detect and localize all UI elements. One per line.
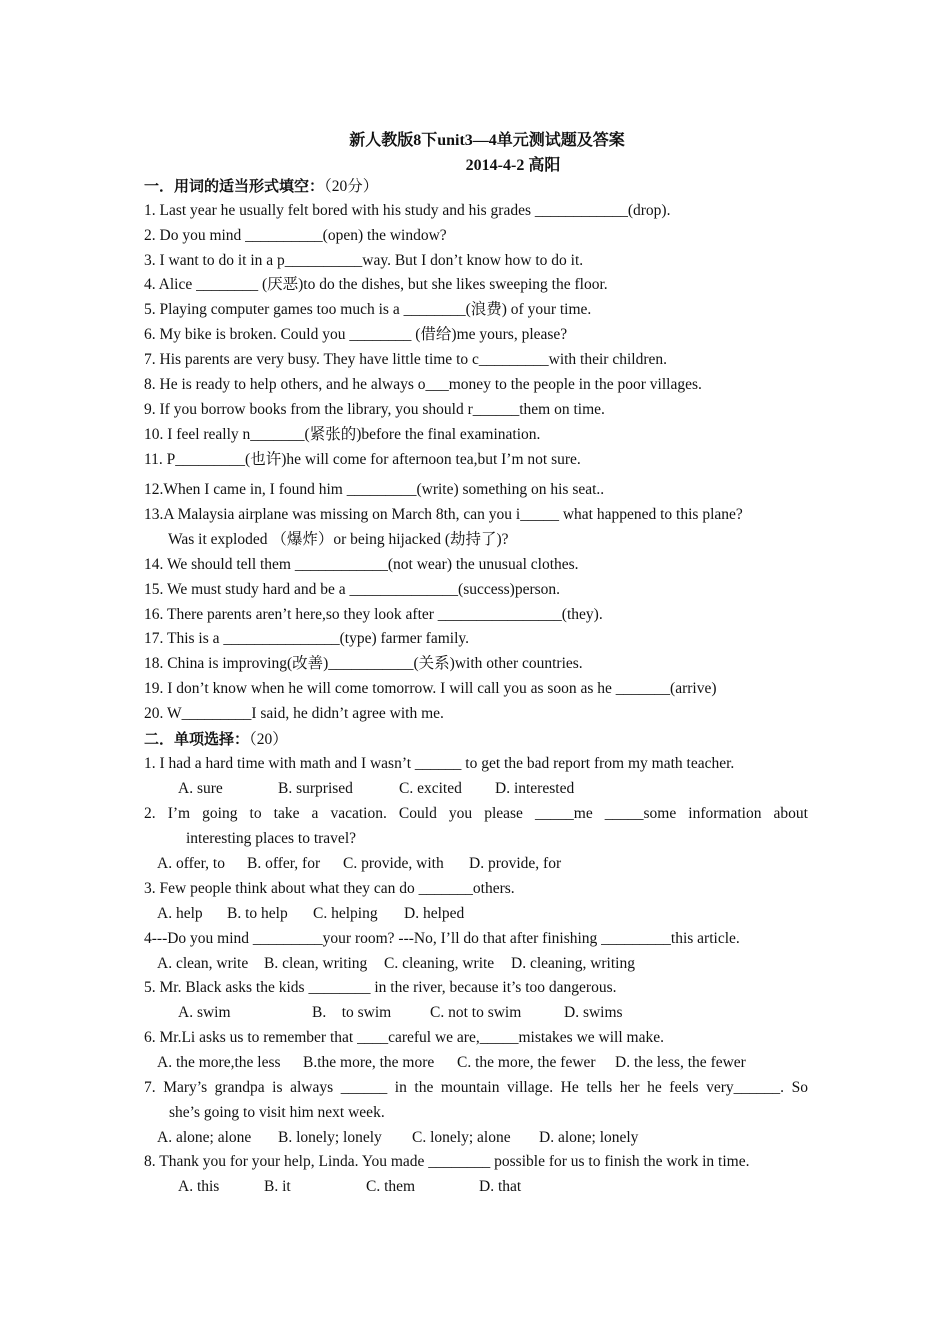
document-title: 新人教版8下unit3—4单元测试题及答案	[349, 132, 625, 149]
option-b: B.the more, the more	[303, 1054, 435, 1071]
mc-question: 5. Mr. Black asks the kids ________ in the river, because it’s too dangerous.	[144, 979, 617, 996]
question-item: 14. We should tell them ____________(not wear) the unusual clothes.	[144, 556, 579, 573]
option-a: A. sure	[178, 780, 223, 797]
question-item: 13.A Malaysia airplane was missing on March 8th, can you i_____ what happened to this plane?	[144, 506, 743, 523]
question-item: 17. This is a _______________(type) farmer family.	[144, 630, 470, 647]
option-a: A. swim	[178, 1004, 231, 1021]
option-d: D. swims	[564, 1004, 623, 1021]
mc-options	[157, 952, 821, 977]
section2-heading	[144, 727, 808, 753]
question-item: 8. He is ready to help others, and he always o___money to the people in the poor villages.	[144, 376, 702, 393]
mc-options	[178, 777, 842, 802]
section2-heading-text: 二．单项选择：	[144, 730, 250, 748]
option-d: D. the less, the fewer	[615, 1054, 746, 1071]
question-item: 16. There parents aren’t here,so they look after ________________(they).	[144, 606, 603, 623]
mc-question: 6. Mr.Li asks us to remember that ____careful we are,_____mistakes we will make.	[144, 1029, 664, 1046]
question-item: 4. Alice ________ (厌恶)to do the dishes, but she likes sweeping the floor.	[144, 276, 608, 293]
mc-options	[178, 1001, 842, 1026]
option-a: A. offer, to	[157, 855, 225, 872]
mc-question-continuation: she’s going to visit him next week.	[169, 1104, 385, 1121]
option-d: D. interested	[495, 780, 575, 797]
option-b: B. it	[264, 1178, 291, 1195]
option-c: C. helping	[313, 905, 378, 922]
section1-heading-text: 一．用词的适当形式填空：	[144, 177, 325, 195]
option-d: D. alone; lonely	[539, 1129, 639, 1146]
question-item: 18. China is improving(改善)___________(关系)with other countries.	[144, 655, 583, 672]
mc-options	[157, 1051, 821, 1076]
section2-points: （20）	[249, 731, 288, 748]
mc-options	[178, 1175, 842, 1200]
option-c: C. excited	[399, 780, 462, 797]
option-b: B. surprised	[278, 780, 353, 797]
mc-question: 3. Few people think about what they can do _______others.	[144, 880, 515, 897]
option-c: C. them	[366, 1178, 416, 1195]
mc-options	[157, 852, 821, 877]
option-b: B. lonely; lonely	[278, 1129, 382, 1146]
question-item: 3. I want to do it in a p__________way. But I don’t know how to do it.	[144, 252, 584, 269]
option-a: A. help	[157, 905, 203, 922]
option-c: C. cleaning, write	[384, 955, 495, 972]
option-d: D. helped	[404, 905, 465, 922]
mc-question: 4---Do you mind _________your room? ---No, I’ll do that after finishing _________this article.	[144, 930, 740, 947]
section1-points: （20分）	[324, 178, 379, 195]
option-b: B. clean, writing	[264, 955, 368, 972]
option-b: B. to help	[227, 905, 288, 922]
mc-options	[157, 1126, 821, 1151]
option-a: A. alone; alone	[157, 1129, 252, 1146]
mc-question: 8. Thank you for your help, Linda. You made ________ possible for us to finish the work in time.	[144, 1153, 750, 1170]
mc-question: 2. I’m going to take a vacation. Could you please _____me _____some information about	[144, 805, 808, 822]
question-item: 6. My bike is broken. Could you ________ (借给)me yours, please?	[144, 326, 568, 343]
question-item: 2. Do you mind __________(open) the window?	[144, 227, 447, 244]
question-item-continuation: Was it exploded （爆炸）or being hijacked (劫持了)?	[168, 531, 509, 548]
option-a: A. the more,the less	[157, 1054, 281, 1071]
mc-options	[157, 902, 821, 927]
document-subtitle: 2014-4-2 高阳	[465, 157, 561, 174]
option-b: B. to swim	[312, 1004, 392, 1021]
option-a: A. this	[178, 1178, 220, 1195]
question-item: 19. I don’t know when he will come tomorrow. I will call you as soon as he _______(arrive)	[144, 680, 717, 697]
option-b: B. offer, for	[247, 855, 321, 872]
option-d: D. provide, for	[469, 855, 562, 872]
section1-heading	[144, 174, 808, 200]
mc-question: 7. Mary’s grandpa is always ______ in the mountain village. He tells her he feels very______. So	[144, 1079, 808, 1096]
option-d: D. cleaning, writing	[511, 955, 635, 972]
question-item: 15. We must study hard and be a ______________(success)person.	[144, 581, 561, 598]
option-c: C. provide, with	[343, 855, 444, 872]
option-a: A. clean, write	[157, 955, 249, 972]
question-item: 10. I feel really n_______(紧张的)before the final examination.	[144, 426, 541, 443]
option-c: C. lonely; alone	[412, 1129, 511, 1146]
question-item: 11. P_________(也许)he will come for afternoon tea,but I’m not sure.	[144, 451, 581, 468]
mc-question-continuation: interesting places to travel?	[186, 830, 357, 847]
option-d: D. that	[479, 1178, 522, 1195]
question-item: 1. Last year he usually felt bored with his study and his grades ____________(drop).	[144, 202, 671, 219]
question-item: 9. If you borrow books from the library, you should r______them on time.	[144, 401, 605, 418]
question-item: 12.When I came in, I found him _________(write) something on his seat..	[144, 481, 605, 498]
mc-question: 1. I had a hard time with math and I wasn’t ______ to get the bad report from my math teacher.	[144, 755, 735, 772]
question-item: 7. His parents are very busy. They have little time to c_________with their children.	[144, 351, 667, 368]
question-item: 20. W_________I said, he didn’t agree with me.	[144, 705, 444, 722]
question-item: 5. Playing computer games too much is a ________(浪费) of your time.	[144, 301, 592, 318]
option-c: C. not to swim	[430, 1004, 522, 1021]
option-c: C. the more, the fewer	[457, 1054, 596, 1071]
